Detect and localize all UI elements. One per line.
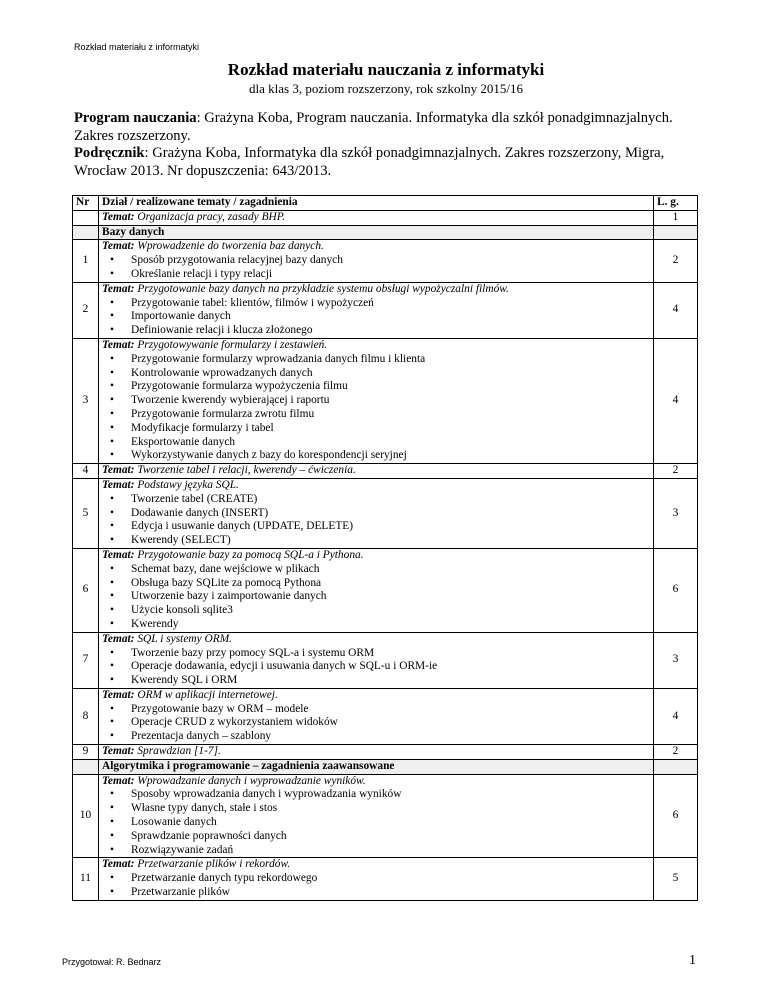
table-row [73, 240, 698, 282]
document-subtitle: dla klas 3, poziom rozszerzony, rok szkolny 2015/16 [249, 81, 523, 96]
section-nr-cell [73, 225, 99, 240]
section-row [73, 225, 698, 240]
topic-text: Wprowadzenie do tworzenia baz danych. [137, 240, 324, 253]
program-info [74, 110, 694, 180]
lesson-content [99, 858, 654, 900]
lesson-topic [102, 283, 650, 297]
list-item: • Rozwiązywanie zadań [102, 844, 650, 858]
footer-author: Przygotował: R. Bednarz [62, 957, 162, 967]
topic-text: Przetwarzanie plików i rekordów. [137, 858, 291, 871]
lesson-hours: 4 [654, 282, 698, 338]
list-item: • Kontrolowanie wprowadzanych danych [102, 367, 650, 381]
list-item: • Importowanie danych [102, 310, 650, 324]
lesson-hours: 6 [654, 548, 698, 632]
list-item: • Przetwarzanie danych typu rekordowego [102, 872, 650, 886]
topic-label: Temat: [102, 478, 135, 491]
topic-label: Temat: [102, 548, 135, 561]
table-row [73, 858, 698, 900]
topic-text: ORM w aplikacji internetowej. [137, 688, 278, 701]
table-row [73, 210, 698, 225]
lesson-hours: 5 [654, 858, 698, 900]
list-item: • Przetwarzanie plików [102, 886, 650, 900]
list-item: • Użycie konsoli sqlite3 [102, 604, 650, 618]
lesson-content [99, 210, 654, 225]
page-number: 1 [689, 953, 696, 968]
topic-label: Temat: [102, 338, 135, 351]
list-item: • Definiowanie relacji i klucza złożonego [102, 324, 650, 338]
header-topic: Dział / realizowane tematy / zagadnienia [99, 196, 654, 211]
lesson-number: 11 [73, 858, 99, 900]
list-item: • Tworzenie bazy przy pomocy SQL-a i systemu ORM [102, 647, 650, 661]
list-item: • Modyfikacje formularzy i tabel [102, 422, 650, 436]
textbook-text: : Grażyna Koba, Informatyka dla szkół ponadgimnazjalnych. Zakres rozszerzony, Migra, Wrocław 2013. Nr dopuszczenia: 643/2013. [74, 145, 665, 179]
lesson-number: 8 [73, 688, 99, 744]
topic-label: Temat: [102, 858, 135, 871]
table-row [73, 745, 698, 760]
lesson-content [99, 464, 654, 479]
title-block [74, 60, 698, 98]
table-row [73, 688, 698, 744]
topic-label: Temat: [102, 282, 135, 295]
topic-points [102, 493, 650, 548]
header-nr: Nr [73, 196, 99, 211]
list-item: • Kwerendy SQL i ORM [102, 674, 650, 688]
topic-label: Temat: [102, 240, 135, 253]
list-item: • Tworzenie tabel (CREATE) [102, 493, 650, 507]
lesson-number: 9 [73, 745, 99, 760]
topic-text: Przygotowanie bazy danych na przykładzie systemu obsługi wypożyczalni filmów. [137, 282, 509, 295]
topic-points [102, 703, 650, 744]
list-item: • Losowanie danych [102, 816, 650, 830]
table-row [73, 774, 698, 858]
program-text: : Grażyna Koba, Program nauczania. Informatyka dla szkół ponadgimnazjalnych. Zakres rozszerzony. [74, 110, 673, 144]
list-item: • Określanie relacji i typy relacji [102, 268, 650, 282]
list-item: • Schemat bazy, dane wejściowe w plikach [102, 563, 650, 577]
lesson-content [99, 338, 654, 463]
lesson-hours: 4 [654, 688, 698, 744]
lesson-topic [102, 689, 650, 703]
textbook-label: Podręcznik [74, 145, 145, 161]
topic-points [102, 647, 650, 688]
list-item: • Przygotowanie formularza wypożyczenia filmu [102, 380, 650, 394]
topic-text: Przygotowanie bazy za pomocą SQL-a i Pythona. [137, 548, 364, 561]
table-row [73, 464, 698, 479]
list-item: • Utworzenie bazy i zaimportowanie danych [102, 590, 650, 604]
lesson-topic [102, 858, 650, 872]
topic-text: Tworzenie tabel i relacji, kwerendy – ćwiczenia. [137, 464, 356, 477]
topic-points [102, 353, 650, 463]
section-title: Bazy danych [99, 225, 654, 240]
topic-points [102, 872, 650, 900]
lesson-content [99, 478, 654, 548]
list-item: • Edycja i usuwanie danych (UPDATE, DELETE) [102, 520, 650, 534]
curriculum-table [72, 195, 698, 901]
lesson-content [99, 745, 654, 760]
topic-points [102, 297, 650, 338]
list-item: • Obsługa bazy SQLite za pomocą Pythona [102, 577, 650, 591]
topic-label: Temat: [102, 210, 135, 223]
lesson-number: 2 [73, 282, 99, 338]
topic-label: Temat: [102, 464, 135, 477]
lesson-number: 6 [73, 548, 99, 632]
topic-text: Podstawy języka SQL. [137, 478, 239, 491]
textbook-line [74, 145, 694, 180]
table-row [73, 478, 698, 548]
list-item: • Operacje dodawania, edycji i usuwania danych w SQL-u i ORM-ie [102, 660, 650, 674]
header-hours: L. g. [654, 196, 698, 211]
lesson-number: 4 [73, 464, 99, 479]
section-hours-cell [654, 225, 698, 240]
lesson-content [99, 688, 654, 744]
list-item: • Przygotowanie tabel: klientów, filmów i wypożyczeń [102, 297, 650, 311]
program-label: Program nauczania [74, 110, 197, 126]
lesson-topic [102, 464, 650, 478]
list-item: • Eksportowanie danych [102, 436, 650, 450]
lesson-topic [102, 633, 650, 647]
topic-points [102, 788, 650, 857]
table-row [73, 282, 698, 338]
lesson-number [73, 210, 99, 225]
lesson-number: 10 [73, 774, 99, 858]
document-title: Rozkład materiału nauczania z informatyki [227, 60, 545, 79]
topic-label: Temat: [102, 745, 135, 758]
lesson-number: 1 [73, 240, 99, 282]
running-header: Rozkład materiału z informatyki [74, 42, 200, 52]
lesson-content [99, 774, 654, 858]
lesson-content [99, 548, 654, 632]
topic-text: SQL i systemy ORM. [137, 632, 233, 645]
list-item: • Dodawanie danych (INSERT) [102, 507, 650, 521]
topic-label: Temat: [102, 774, 135, 787]
table-row [73, 338, 698, 463]
list-item: • Wykorzystywanie danych z bazy do korespondencji seryjnej [102, 449, 650, 463]
table-row [73, 632, 698, 688]
list-item: • Operacje CRUD z wykorzystaniem widoków [102, 716, 650, 730]
topic-points [102, 254, 650, 282]
list-item: • Sprawdzanie poprawności danych [102, 830, 650, 844]
list-item: • Sposób przygotowania relacyjnej bazy danych [102, 254, 650, 268]
topic-text: Wprowadzanie danych i wyprowadzanie wyników. [137, 774, 366, 787]
lesson-topic [102, 745, 650, 759]
section-title: Algorytmika i programowanie – zagadnienia zaawansowane [99, 759, 654, 774]
lesson-topic [102, 549, 650, 563]
list-item: • Przygotowanie formularza zwrotu filmu [102, 408, 650, 422]
section-row [73, 759, 698, 774]
list-item: • Kwerendy [102, 618, 650, 632]
section-nr-cell [73, 759, 99, 774]
program-line [74, 110, 694, 145]
lesson-number: 3 [73, 338, 99, 463]
topic-text: Sprawdzian [1-7]. [137, 745, 221, 758]
table-header-row [73, 196, 698, 211]
list-item: • Przygotowanie bazy w ORM – modele [102, 703, 650, 717]
list-item: • Kwerendy (SELECT) [102, 534, 650, 548]
lesson-number: 7 [73, 632, 99, 688]
lesson-hours: 4 [654, 338, 698, 463]
table-row [73, 548, 698, 632]
lesson-hours: 2 [654, 240, 698, 282]
lesson-hours: 1 [654, 210, 698, 225]
topic-label: Temat: [102, 688, 135, 701]
lesson-content [99, 632, 654, 688]
lesson-hours: 3 [654, 478, 698, 548]
lesson-topic [102, 240, 650, 254]
topic-text: Organizacja pracy, zasady BHP. [137, 210, 286, 223]
topic-text: Przygotowywanie formularzy i zestawień. [137, 338, 328, 351]
list-item: • Własne typy danych, stałe i stos [102, 802, 650, 816]
list-item: • Tworzenie kwerendy wybierającej i raportu [102, 394, 650, 408]
lesson-content [99, 282, 654, 338]
lesson-topic [102, 211, 650, 225]
lesson-hours: 3 [654, 632, 698, 688]
lesson-hours: 6 [654, 774, 698, 858]
list-item: • Sposoby wprowadzania danych i wyprowadzania wyników [102, 788, 650, 802]
table-body [73, 210, 698, 900]
lesson-hours: 2 [654, 745, 698, 760]
list-item: • Przygotowanie formularzy wprowadzania danych filmu i klienta [102, 353, 650, 367]
lesson-topic [102, 775, 650, 789]
topic-points [102, 563, 650, 632]
lesson-topic [102, 479, 650, 493]
section-hours-cell [654, 759, 698, 774]
list-item: • Prezentacja danych – szablony [102, 730, 650, 744]
lesson-hours: 2 [654, 464, 698, 479]
topic-label: Temat: [102, 632, 135, 645]
lesson-topic [102, 339, 650, 353]
lesson-content [99, 240, 654, 282]
lesson-number: 5 [73, 478, 99, 548]
